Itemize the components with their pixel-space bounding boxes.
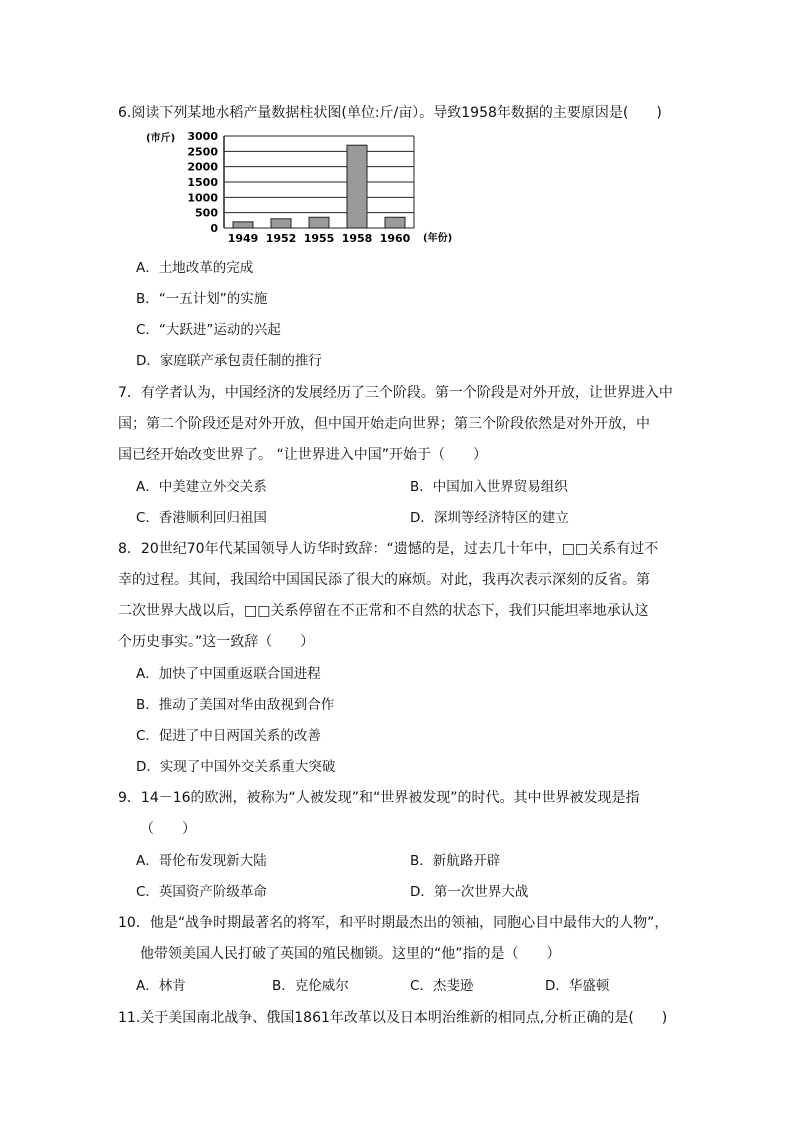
q6-option-b: B．“一五计划”的实施 — [136, 291, 268, 307]
y-tick-label: 500 — [195, 206, 218, 220]
q7-option-c: C．香港顺利回归祖国 — [136, 510, 267, 526]
bar — [271, 219, 291, 228]
q8-option-b: B．推动了美国对华由敌视到合作 — [136, 697, 335, 713]
x-tick-label: 1952 — [265, 232, 297, 245]
x-tick-label: 1955 — [303, 232, 335, 245]
q7-option-a: A．中美建立外交关系 — [136, 479, 267, 495]
q8-stem-line: 8．20世纪70年代某国领导人访华时致辞：“遗憾的是，过去几十年中，□□关系有过不 — [118, 541, 659, 557]
q9-option-b: B．新航路开辟 — [410, 853, 501, 869]
q6-option-a: A．土地改革的完成 — [136, 260, 254, 276]
chart-x-axis-label: (年份) — [423, 233, 453, 244]
q9-option-c: C．英国资产阶级革命 — [136, 884, 267, 900]
bar — [309, 217, 329, 228]
chart-y-axis-label: (市斤) — [146, 133, 176, 144]
y-tick-label: 1000 — [187, 191, 218, 205]
chart-y-ticks — [187, 130, 218, 235]
q10-option-d: D．华盛顿 — [545, 978, 610, 994]
y-tick-label: 0 — [210, 222, 218, 235]
q8-stem-line: 个历史事实。”这一致辞（ ） — [118, 634, 315, 650]
q10-option-c: C．杰斐逊 — [410, 978, 474, 994]
q8-option-c: C．促进了中日两国关系的改善 — [136, 728, 321, 744]
q9-option-d: D．第一次世界大战 — [410, 884, 529, 900]
chart-grid — [224, 136, 414, 228]
q10-option-a: A．林肯 — [136, 978, 186, 994]
y-tick-label: 3000 — [187, 130, 218, 143]
x-tick-label: 1960 — [379, 232, 411, 245]
chart-bars — [233, 145, 405, 228]
q10-stem-line: 他带领美国人民打破了英国的殖民枷锁。这里的“他”指的是（ ） — [140, 946, 561, 962]
y-tick-label: 1500 — [187, 176, 218, 189]
bar — [385, 217, 405, 228]
y-tick-label: 2500 — [187, 145, 218, 159]
q6-bar-chart — [140, 128, 480, 246]
q10-option-b: B．克伦威尔 — [272, 978, 349, 994]
q8-option-a: A．加快了中国重返联合国进程 — [136, 666, 321, 682]
q7-option-d: D．深圳等经济特区的建立 — [410, 510, 569, 526]
q10-stem-line: 10．他是“战争时期最著名的将军，和平时期最杰出的领袖，同胞心目中最伟大的人物”， — [118, 915, 669, 931]
q6-option-c: C．“大跃进”运动的兴起 — [136, 322, 281, 338]
q11-stem: 11.关于美国南北战争、俄国1861年改革以及日本明治维新的相同点,分析正确的是( ) — [118, 1010, 668, 1026]
x-tick-label: 1949 — [227, 232, 259, 245]
q6-option-d: D．家庭联产承包责任制的推行 — [136, 353, 322, 369]
q8-stem-line: 幸的过程。其间，我国给中国国民添了很大的麻烦。对此，我再次表示深刻的反省。第 — [118, 572, 650, 588]
chart-x-ticks — [228, 232, 411, 245]
q6-stem: 6.阅读下列某地水稻产量数据柱状图(单位:斤/亩）。导致1958年数据的主要原因是( ) — [118, 105, 662, 121]
q7-stem-line: 国；第二个阶段还是对外开放，但中国开始走向世界；第三个阶段依然是对外开放，中 — [118, 416, 650, 432]
q7-stem-line: 国已经开始改变世界了。 “让世界进入中国”开始于（ ） — [118, 447, 487, 463]
q7-stem-line: 7．有学者认为，中国经济的发展经历了三个阶段。第一个阶段是对外开放，让世界进入中 — [118, 385, 673, 401]
bar — [233, 222, 253, 228]
q8-option-d: D．实现了中国外交关系重大突破 — [136, 759, 336, 775]
q9-option-a: A．哥伦布发现新大陆 — [136, 853, 267, 869]
y-tick-label: 2000 — [187, 160, 218, 174]
q7-option-b: B．中国加入世界贸易组织 — [410, 479, 568, 495]
q9-stem-line: 9．14－16的欧洲，被称为“人被发现”和“世界被发现”的时代。其中世界被发现是指 — [118, 790, 640, 806]
bar — [347, 145, 367, 228]
q9-answer-bracket: （ ） — [140, 821, 196, 837]
q8-stem-line: 二次世界大战以后，□□关系停留在不正常和不自然的状态下，我们只能坦率地承认这 — [118, 603, 649, 619]
x-tick-label: 1958 — [341, 232, 373, 245]
